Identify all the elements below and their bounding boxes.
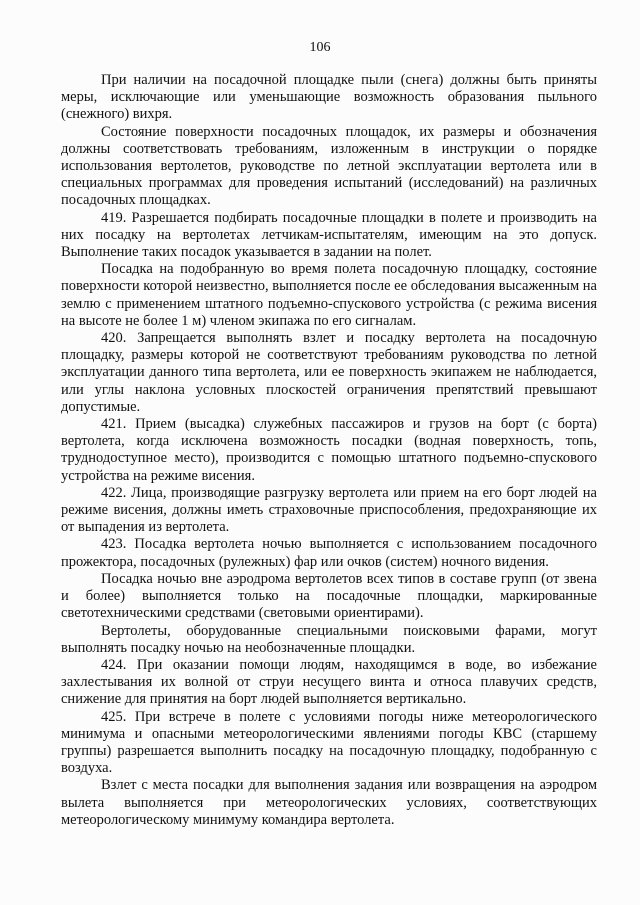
paragraph: 419. Разрешается подбирать посадочные площадки в полете и производить на них посадку на вертолетах летчикам-испытателям, имеющим на это допуск. Выполнение таких посадок указывается в задании на полет.	[61, 209, 597, 261]
paragraph: Посадка на подобранную во время полета посадочную площадку, состояние поверхности которой неизвестно, выполняется после ее обследования высаженным на землю с применением штатного подъемно-спускового устройства (с режима висения на высоте не более 1 м) членом экипажа по его сигналам.	[61, 261, 597, 329]
paragraph: 424. При оказании помощи людям, находящимся в воде, во избежание захлестывания их волной от струи несущего винта и относа плавучих средств, снижение для принятия на борт людей выполняется вертикально.	[61, 656, 597, 708]
paragraph: 422. Лица, производящие разгрузку вертолета или прием на его борт людей на режиме висения, должны иметь страховочные приспособления, предохраняющие их от выпадения из вертолета.	[61, 484, 597, 536]
document-body	[61, 72, 597, 829]
paragraph: Взлет с места посадки для выполнения задания или возвращения на аэродром вылета выполняется при метеорологических условиях, соответствующих метеорологическому минимуму командира вертолета.	[61, 777, 597, 828]
paragraph: 420. Запрещается выполнять взлет и посадку вертолета на посадочную площадку, размеры которой не соответствуют требованиям руководства по летной эксплуатации данного типа вертолета, или ее поверхность экипажем не наблюдается, или углы наклона условных плоскостей ограничения препятствий превышают допустимые.	[61, 330, 597, 415]
paragraph: 423. Посадка вертолета ночью выполняется с использованием посадочного прожектора, посадочных (рулежных) фар или очков (систем) ночного видения.	[61, 536, 597, 570]
page-number: 106	[309, 40, 331, 55]
paragraph: 425. При встрече в полете с условиями погоды ниже метеорологического минимума и опасными метеорологическими явлениями погоды КВС (старшему группы) разрешается выполнить посадку на посадочную площадку, подобранную с воздуха.	[61, 708, 597, 777]
paragraph: 421. Прием (высадка) служебных пассажиров и грузов на борт (с борта) вертолета, когда исключена возможность посадки (водная поверхность, топь, труднодоступное место), производится с помощью штатного подъемно-спускового устройства на режиме висения.	[61, 416, 597, 484]
paragraph: При наличии на посадочной площадке пыли (снега) должны быть приняты меры, исключающие или уменьшающие возможность образования пыльного (снежного) вихря.	[61, 72, 597, 123]
paragraph: Посадка ночью вне аэродрома вертолетов всех типов в составе групп (от звена и более) выполняется только на посадочные площадки, маркированные светотехническими средствами (световыми ориентирами).	[61, 570, 597, 622]
paragraph: Вертолеты, оборудованные специальными поисковыми фарами, могут выполнять посадку ночью на необозначенные площадки.	[61, 622, 597, 656]
paragraph: Состояние поверхности посадочных площадок, их размеры и обозначения должны соответствовать требованиям, изложенным в инструкции о порядке использования вертолетов, руководстве по летной эксплуатации вертолета или в специальных программах для проведения испытаний (исследований) на различных посадочных площадках.	[61, 123, 597, 209]
